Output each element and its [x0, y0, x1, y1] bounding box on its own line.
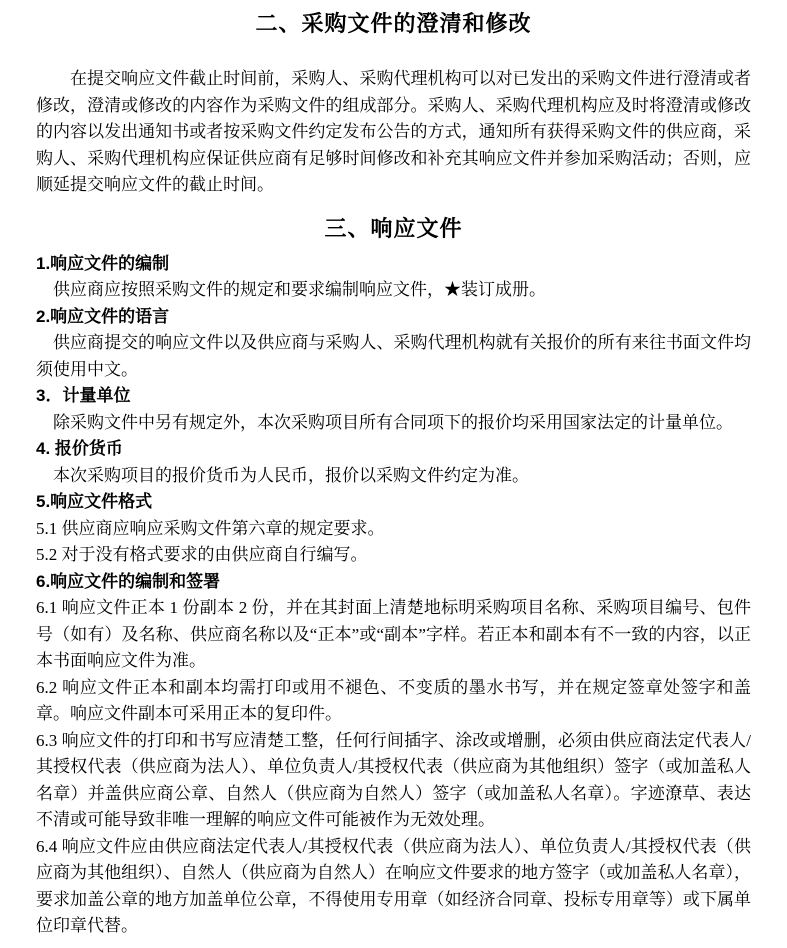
clause-6-3: 6.3 响应文件的打印和书写应清楚工整，任何行间插字、涂改或增删，必须由供应商法定代表人/其授权代表（供应商为法人）、单位负责人/其授权代表（供应商为其他组织）签字（或加盖私人名章）并盖供应商公章、自然人（供应商为自然人）签字（或加盖私人名章）。字迹潦草、表达不清或可能导致非唯一理解的响应文件可能被作为无效处理。	[36, 730, 751, 829]
clause-5-1: 5.1 供应商应响应采购文件第六章的规定要求。	[36, 518, 385, 538]
clause-heading-6: 6.响应文件的编制和签署	[36, 571, 221, 591]
clause-heading-2: 2.响应文件的语言	[36, 306, 170, 326]
section-3-title: 三、响应文件	[324, 215, 463, 241]
clause-body-2: 供应商提交的响应文件以及供应商与采购人、采购代理机构就有关报价的所有来往书面文件均须使用中文。	[36, 333, 751, 379]
clause-body-3: 除采购文件中另有规定外，本次采购项目所有合同项下的报价均采用国家法定的计量单位。	[53, 412, 733, 432]
clause-body-1: 供应商应按照采购文件的规定和要求编制响应文件，★装订成册。	[53, 280, 546, 299]
clause-6-2: 6.2 响应文件正本和副本均需打印或用不褪色、不变质的墨水书写，并在规定签章处签字和盖章。响应文件副本可采用正本的复印件。	[36, 677, 751, 723]
clause-5-2: 5.2 对于没有格式要求的由供应商自行编写。	[36, 545, 368, 564]
clause-6-1: 6.1 响应文件正本 1 份副本 2 份，并在其封面上清楚地标明采购项目名称、采购项目编号、包件号（如有）及名称、供应商名称以及“正本”或“副本”字样。若正本和副本有不一致的内容，以正本书面响应文件为准。	[36, 598, 751, 670]
section-2-paragraph: 在提交响应文件截止时间前，采购人、采购代理机构可以对已发出的采购文件进行澄清或者修改，澄清或修改的内容作为采购文件的组成部分。采购人、采购代理机构应及时将澄清或修改的内容以发出通知书或者按采购文件约定发布公告的方式，通知所有获得采购文件的供应商，采购人、采购代理机构应保证供应商有足够时间修改和补充其响应文件并参加采购活动；否则，应顺延提交响应文件的截止时间。	[36, 69, 751, 194]
clause-heading-4: 4. 报价货币	[36, 439, 123, 458]
clause-6-4: 6.4 响应文件应由供应商法定代表人/其授权代表（供应商为法人）、单位负责人/其授权代表（供应商为其他组织）、自然人（供应商为自然人）在响应文件要求的地方签字（或加盖私人名章），要求加盖公章的地方加盖单位公章，不得使用专用章（如经济合同章、投标专用章等）或下属单位印章代替。	[36, 836, 751, 935]
section-2-title: 二、采购文件的澄清和修改	[255, 11, 532, 36]
clause-heading-3: 3．计量单位	[36, 386, 131, 405]
clause-heading-1: 1.响应文件的编制	[36, 253, 170, 273]
clause-body-4: 本次采购项目的报价货币为人民币，报价以采购文件约定为准。	[53, 465, 529, 485]
clause-heading-5: 5.响应文件格式	[36, 492, 153, 511]
